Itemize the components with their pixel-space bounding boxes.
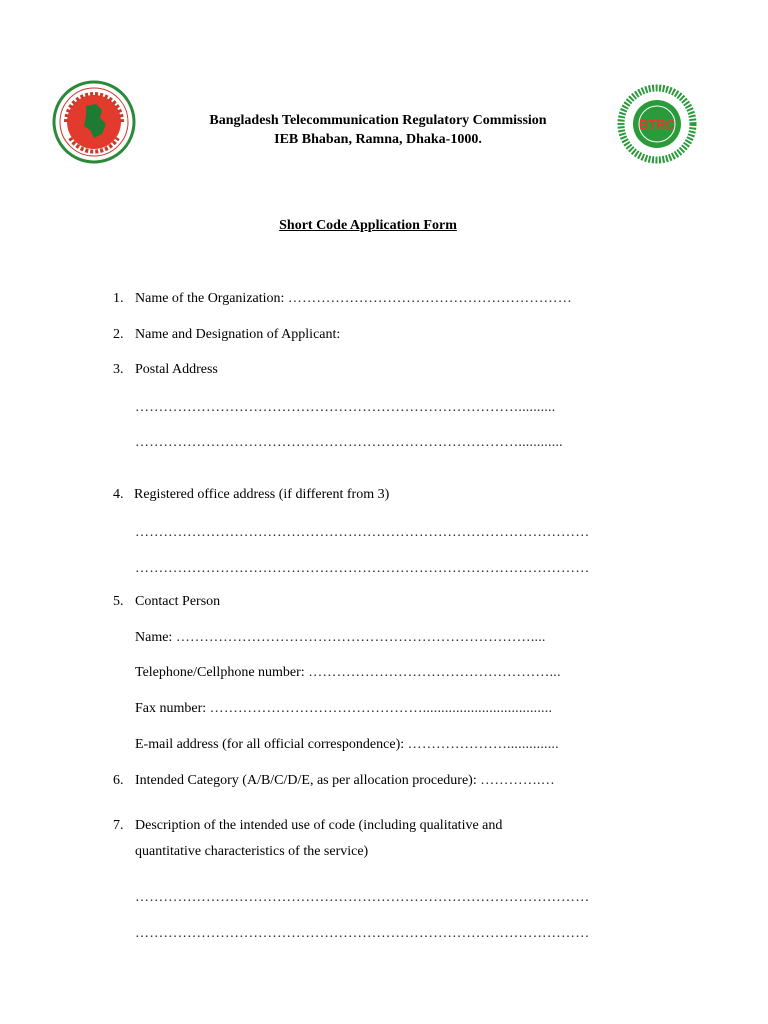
item-5-label: Contact Person (135, 594, 221, 609)
contact-email-label: E-mail address (for all official correspondence): (135, 737, 408, 752)
contact-fax-label: Fax number: (135, 701, 210, 716)
item-2-number: 2. (113, 327, 124, 342)
item-3-blank-line-1[interactable]: ……………………………………………………………………….......... (135, 400, 556, 415)
contact-name-blank: ………………………………………………………………….... (175, 630, 546, 645)
organization-address: IEB Bhaban, Ramna, Dhaka-1000. (274, 132, 482, 147)
item-3-blank-line-2[interactable]: ………………………………………………………………………............ (135, 435, 563, 450)
item-6-number: 6. (113, 773, 124, 788)
contact-fax-blank: ………………………………………................................... (209, 701, 553, 716)
btrc-logo (617, 84, 697, 164)
item-4-label: Registered office address (if different from 3) (134, 487, 390, 502)
contact-phone-label: Telephone/Cellphone number: (135, 665, 309, 680)
item-6-blank: ………….… (480, 773, 555, 788)
item-3-label: Postal Address (135, 362, 218, 377)
item-1-blank: …………………………………………………… (287, 291, 572, 306)
item-7-blank-line-2[interactable]: …………………………………………………………………………………… (135, 926, 590, 941)
contact-name-label: Name: (135, 630, 176, 645)
contact-email-blank: ………………….............. (407, 737, 559, 752)
item-7-blank-line-1[interactable]: …………………………………………………………………………………… (135, 890, 590, 905)
contact-name-field[interactable] (135, 629, 546, 647)
item-4-number: 4. (113, 487, 124, 502)
contact-phone-field[interactable] (135, 664, 561, 682)
item-3-number: 3. (113, 362, 124, 377)
item-4-blank-line-1[interactable]: …………………………………………………………………………………… (135, 525, 590, 540)
government-seal-logo (52, 80, 136, 164)
item-6-field[interactable] (135, 772, 555, 790)
item-2-label: Name and Designation of Applicant: (135, 327, 341, 342)
contact-email-field[interactable] (135, 736, 559, 754)
item-7-label-line-2: quantitative characteristics of the service) (135, 844, 369, 859)
item-6-label: Intended Category (A/B/C/D/E, as per allocation procedure): (135, 773, 481, 788)
organization-name: Bangladesh Telecommunication Regulatory Commission (209, 113, 547, 128)
item-1-number: 1. (113, 291, 124, 306)
form-title: Short Code Application Form (279, 218, 457, 233)
contact-fax-field[interactable] (135, 700, 552, 718)
letterhead (150, 111, 606, 149)
item-7-label-line-1: Description of the intended use of code (including qualitative and (135, 818, 503, 833)
item-7-number: 7. (113, 818, 124, 833)
item-1-label: Name of the Organization: (135, 291, 288, 306)
item-1-field[interactable] (135, 290, 572, 308)
item-4-blank-line-2[interactable]: …………………………………………………………………………………… (135, 561, 590, 576)
contact-phone-blank: ……………………………………………... (308, 665, 561, 680)
item-5-number: 5. (113, 594, 124, 609)
btrc-logo-text: BTRC (638, 117, 676, 132)
